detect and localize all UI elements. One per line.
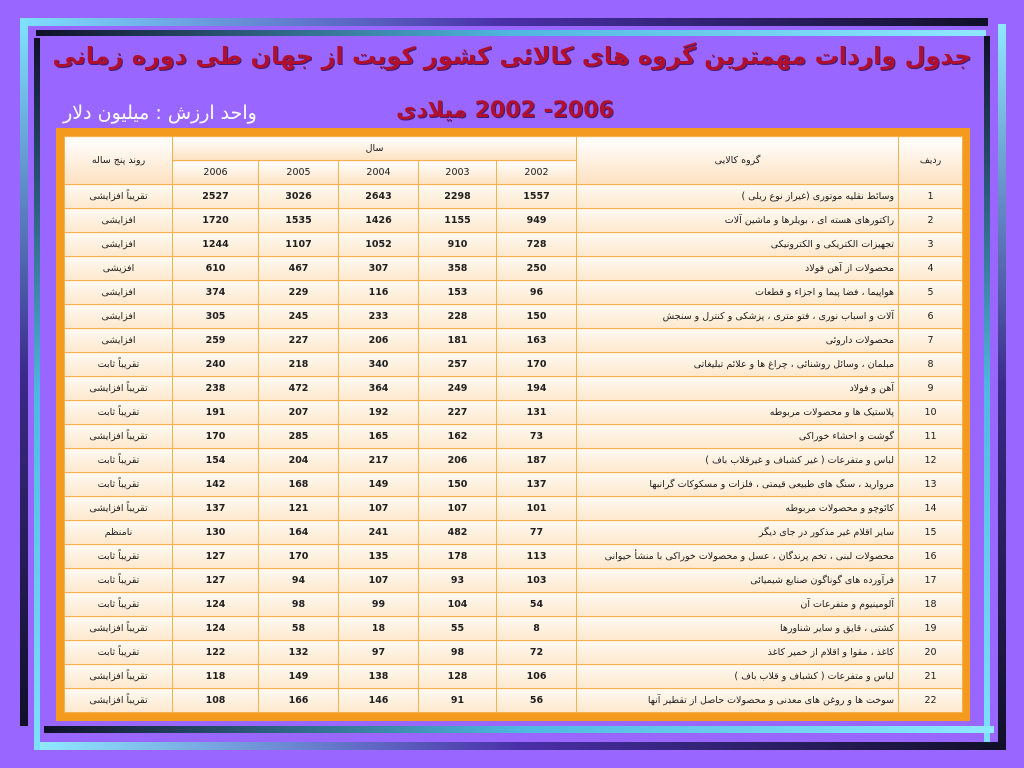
slide-title: جدول واردات مهمترین گروه های کالائی کشور کویت از جهان طی دوره زمانی — [52, 42, 972, 70]
value-2004-cell: 340 — [339, 353, 419, 377]
value-2003-cell: 107 — [419, 497, 497, 521]
value-2004-cell: 97 — [339, 641, 419, 665]
value-2003-cell: 482 — [419, 521, 497, 545]
row-number-cell: 22 — [899, 689, 963, 713]
row-number-cell: 10 — [899, 401, 963, 425]
value-2005-cell: 132 — [259, 641, 339, 665]
table-row — [65, 425, 963, 449]
value-2004-cell: 307 — [339, 257, 419, 281]
item-group-cell: محصولات از آهن فولاد — [577, 257, 899, 281]
value-2002-cell: 72 — [497, 641, 577, 665]
value-unit-label: واحد ارزش : میلیون دلار — [63, 102, 257, 124]
value-2005-cell: 218 — [259, 353, 339, 377]
row-number-cell: 12 — [899, 449, 963, 473]
value-2006-cell: 2527 — [173, 185, 259, 209]
table-row — [65, 569, 963, 593]
frame-bar-bottom-outer — [40, 742, 1000, 750]
item-group-cell: راکتورهای هسته ای ، بویلرها و ماشین آلات — [577, 209, 899, 233]
value-2003-cell: 153 — [419, 281, 497, 305]
value-2005-cell: 245 — [259, 305, 339, 329]
value-2002-cell: 131 — [497, 401, 577, 425]
imports-table-frame — [56, 128, 970, 721]
table-row — [65, 377, 963, 401]
table-row — [65, 449, 963, 473]
value-2004-cell: 206 — [339, 329, 419, 353]
value-2004-cell: 364 — [339, 377, 419, 401]
value-2004-cell: 107 — [339, 569, 419, 593]
row-number-cell: 14 — [899, 497, 963, 521]
row-number-cell: 19 — [899, 617, 963, 641]
trend-cell: تقریباً افزایشی — [65, 185, 173, 209]
value-2006-cell: 122 — [173, 641, 259, 665]
row-number-cell: 5 — [899, 281, 963, 305]
trend-cell: افزایشی — [65, 281, 173, 305]
table-body — [65, 185, 963, 713]
trend-cell: تقریباً افزایشی — [65, 689, 173, 713]
item-group-cell: پلاستیک ها و محصولات مربوطه — [577, 401, 899, 425]
table-row — [65, 233, 963, 257]
value-2005-cell: 168 — [259, 473, 339, 497]
item-group-cell: کاغذ ، مقوا و اقلام از خمیر کاغذ — [577, 641, 899, 665]
value-2006-cell: 137 — [173, 497, 259, 521]
value-2003-cell: 178 — [419, 545, 497, 569]
value-2006-cell: 130 — [173, 521, 259, 545]
table-row — [65, 353, 963, 377]
value-2005-cell: 58 — [259, 617, 339, 641]
frame-bar-left-inner — [34, 38, 40, 750]
value-2002-cell: 949 — [497, 209, 577, 233]
row-number-cell: 4 — [899, 257, 963, 281]
trend-cell: تقریباً افزایشی — [65, 665, 173, 689]
item-group-cell: محصولات داروئی — [577, 329, 899, 353]
item-group-cell: وسائط نقلیه موتوری (غیراز نوع ریلی ) — [577, 185, 899, 209]
item-group-cell: مروارید ، سنگ های طبیعی قیمتی ، فلزات و مسکوکات گرانبها — [577, 473, 899, 497]
row-number-cell: 1 — [899, 185, 963, 209]
value-2004-cell: 18 — [339, 617, 419, 641]
value-2003-cell: 257 — [419, 353, 497, 377]
value-2006-cell: 240 — [173, 353, 259, 377]
header-item-group: گروه کالایی — [577, 137, 899, 185]
frame-bar-top-inner — [36, 30, 986, 36]
value-2002-cell: 54 — [497, 593, 577, 617]
value-2004-cell: 107 — [339, 497, 419, 521]
table-row — [65, 641, 963, 665]
value-2004-cell: 149 — [339, 473, 419, 497]
value-2002-cell: 150 — [497, 305, 577, 329]
value-2005-cell: 285 — [259, 425, 339, 449]
item-group-cell: آهن و فولاد — [577, 377, 899, 401]
value-2003-cell: 98 — [419, 641, 497, 665]
frame-bar-top-outer — [20, 18, 988, 26]
frame-bar-right-inner — [984, 36, 990, 742]
table-row — [65, 305, 963, 329]
header-year-2005: 2005 — [259, 161, 339, 185]
trend-cell: نامنظم — [65, 521, 173, 545]
row-number-cell: 17 — [899, 569, 963, 593]
value-2002-cell: 250 — [497, 257, 577, 281]
row-number-cell: 9 — [899, 377, 963, 401]
header-year-2002: 2002 — [497, 161, 577, 185]
value-2006-cell: 238 — [173, 377, 259, 401]
value-2004-cell: 1426 — [339, 209, 419, 233]
value-2003-cell: 1155 — [419, 209, 497, 233]
table-row — [65, 521, 963, 545]
trend-cell: تقریباً ثابت — [65, 401, 173, 425]
value-2003-cell: 358 — [419, 257, 497, 281]
table-row — [65, 545, 963, 569]
header-year-2003: 2003 — [419, 161, 497, 185]
value-2003-cell: 104 — [419, 593, 497, 617]
value-2005-cell: 1107 — [259, 233, 339, 257]
value-2006-cell: 170 — [173, 425, 259, 449]
value-2003-cell: 128 — [419, 665, 497, 689]
header-row-no: ردیف — [899, 137, 963, 185]
value-2002-cell: 77 — [497, 521, 577, 545]
value-2005-cell: 149 — [259, 665, 339, 689]
table-row — [65, 689, 963, 713]
row-number-cell: 20 — [899, 641, 963, 665]
trend-cell: تقریباً ثابت — [65, 353, 173, 377]
value-2002-cell: 103 — [497, 569, 577, 593]
trend-cell: تقریباً ثابت — [65, 473, 173, 497]
row-number-cell: 16 — [899, 545, 963, 569]
value-2005-cell: 1535 — [259, 209, 339, 233]
value-2005-cell: 227 — [259, 329, 339, 353]
table-row — [65, 185, 963, 209]
item-group-cell: کائوچو و محصولات مربوطه — [577, 497, 899, 521]
item-group-cell: لباس و متفرعات ( کشباف و قلاب باف ) — [577, 665, 899, 689]
trend-cell: افزایشی — [65, 305, 173, 329]
trend-cell: تقریباً افزایشی — [65, 377, 173, 401]
value-2006-cell: 1720 — [173, 209, 259, 233]
table-row — [65, 473, 963, 497]
value-2002-cell: 8 — [497, 617, 577, 641]
trend-cell: تقریباً افزایشی — [65, 497, 173, 521]
value-2004-cell: 217 — [339, 449, 419, 473]
item-group-cell: فرآورده های گوناگون صنایع شیمیائی — [577, 569, 899, 593]
item-group-cell: هواپیما ، فضا پیما و اجزاء و قطعات — [577, 281, 899, 305]
value-2006-cell: 1244 — [173, 233, 259, 257]
table-row — [65, 617, 963, 641]
trend-cell: افزایشی — [65, 329, 173, 353]
row-number-cell: 15 — [899, 521, 963, 545]
value-2006-cell: 142 — [173, 473, 259, 497]
value-2004-cell: 233 — [339, 305, 419, 329]
row-number-cell: 7 — [899, 329, 963, 353]
table-row — [65, 209, 963, 233]
value-2003-cell: 91 — [419, 689, 497, 713]
value-2003-cell: 2298 — [419, 185, 497, 209]
value-2004-cell: 2643 — [339, 185, 419, 209]
value-2005-cell: 467 — [259, 257, 339, 281]
row-number-cell: 11 — [899, 425, 963, 449]
row-number-cell: 3 — [899, 233, 963, 257]
frame-bar-bottom-inner — [44, 726, 994, 733]
value-2005-cell: 3026 — [259, 185, 339, 209]
value-2004-cell: 116 — [339, 281, 419, 305]
value-2004-cell: 241 — [339, 521, 419, 545]
value-2003-cell: 249 — [419, 377, 497, 401]
value-2002-cell: 106 — [497, 665, 577, 689]
value-2005-cell: 164 — [259, 521, 339, 545]
value-2005-cell: 204 — [259, 449, 339, 473]
value-2002-cell: 73 — [497, 425, 577, 449]
item-group-cell: کشتی ، قایق و سایر شناورها — [577, 617, 899, 641]
trend-cell: تقریباً ثابت — [65, 641, 173, 665]
value-2006-cell: 124 — [173, 593, 259, 617]
trend-cell: تقریباً افزایشی — [65, 617, 173, 641]
row-number-cell: 6 — [899, 305, 963, 329]
value-2002-cell: 101 — [497, 497, 577, 521]
value-2004-cell: 165 — [339, 425, 419, 449]
value-2006-cell: 610 — [173, 257, 259, 281]
item-group-cell: آلات و اسباب نوری ، فتو متری ، پزشکی و کنترل و سنجش — [577, 305, 899, 329]
value-2003-cell: 55 — [419, 617, 497, 641]
value-2004-cell: 99 — [339, 593, 419, 617]
value-2006-cell: 154 — [173, 449, 259, 473]
item-group-cell: محصولات لبنی ، تخم پرندگان ، عسل و محصولات خوراکی با منشأ حیوانی — [577, 545, 899, 569]
header-year-group: سال — [173, 137, 577, 161]
value-2003-cell: 93 — [419, 569, 497, 593]
value-2005-cell: 94 — [259, 569, 339, 593]
value-2005-cell: 121 — [259, 497, 339, 521]
trend-cell: تقریباً ثابت — [65, 545, 173, 569]
value-2002-cell: 96 — [497, 281, 577, 305]
value-2005-cell: 166 — [259, 689, 339, 713]
value-2002-cell: 187 — [497, 449, 577, 473]
table-row — [65, 497, 963, 521]
value-2003-cell: 227 — [419, 401, 497, 425]
item-group-cell: سایر اقلام غیر مذکور در جای دیگر — [577, 521, 899, 545]
header-year-2006: 2006 — [173, 161, 259, 185]
value-2004-cell: 146 — [339, 689, 419, 713]
trend-cell: تقریباً افزایشی — [65, 425, 173, 449]
value-2006-cell: 127 — [173, 545, 259, 569]
value-2006-cell: 127 — [173, 569, 259, 593]
value-2003-cell: 181 — [419, 329, 497, 353]
imports-table — [64, 136, 963, 713]
frame-bar-right-outer — [998, 24, 1006, 750]
value-2004-cell: 192 — [339, 401, 419, 425]
value-2006-cell: 305 — [173, 305, 259, 329]
value-2006-cell: 108 — [173, 689, 259, 713]
trend-cell: تقریباً ثابت — [65, 593, 173, 617]
value-2006-cell: 259 — [173, 329, 259, 353]
value-2002-cell: 170 — [497, 353, 577, 377]
item-group-cell: آلومینیوم و متفرعات آن — [577, 593, 899, 617]
value-2006-cell: 374 — [173, 281, 259, 305]
item-group-cell: گوشت و احشاء خوراکی — [577, 425, 899, 449]
frame-bar-left-outer — [20, 26, 28, 726]
value-2003-cell: 228 — [419, 305, 497, 329]
value-2005-cell: 98 — [259, 593, 339, 617]
value-2002-cell: 137 — [497, 473, 577, 497]
row-number-cell: 21 — [899, 665, 963, 689]
item-group-cell: لباس و متفرعات ( غیر کشباف و غیرقلاب باف ) — [577, 449, 899, 473]
row-number-cell: 8 — [899, 353, 963, 377]
value-2005-cell: 207 — [259, 401, 339, 425]
value-2003-cell: 162 — [419, 425, 497, 449]
row-number-cell: 2 — [899, 209, 963, 233]
value-2005-cell: 472 — [259, 377, 339, 401]
row-number-cell: 13 — [899, 473, 963, 497]
header-year-2004: 2004 — [339, 161, 419, 185]
value-2002-cell: 194 — [497, 377, 577, 401]
item-group-cell: تجهیزات الکتریکی و الکترونیکی — [577, 233, 899, 257]
item-group-cell: مبلمان ، وسائل روشنائی ، چراغ ها و علائم تبلیغاتی — [577, 353, 899, 377]
value-2003-cell: 206 — [419, 449, 497, 473]
value-2002-cell: 1557 — [497, 185, 577, 209]
value-2002-cell: 163 — [497, 329, 577, 353]
value-2003-cell: 910 — [419, 233, 497, 257]
value-2002-cell: 728 — [497, 233, 577, 257]
table-row — [65, 329, 963, 353]
value-2006-cell: 118 — [173, 665, 259, 689]
row-number-cell: 18 — [899, 593, 963, 617]
value-2004-cell: 135 — [339, 545, 419, 569]
table-row — [65, 257, 963, 281]
trend-cell: افزیشی — [65, 257, 173, 281]
trend-cell: افزایشی — [65, 233, 173, 257]
trend-cell: افزایشی — [65, 209, 173, 233]
value-2002-cell: 113 — [497, 545, 577, 569]
table-row — [65, 593, 963, 617]
value-2002-cell: 56 — [497, 689, 577, 713]
trend-cell: تقریباً ثابت — [65, 449, 173, 473]
table-row — [65, 281, 963, 305]
header-trend: روند پنج ساله — [65, 137, 173, 185]
value-2004-cell: 138 — [339, 665, 419, 689]
value-2006-cell: 124 — [173, 617, 259, 641]
value-2005-cell: 170 — [259, 545, 339, 569]
table-row — [65, 665, 963, 689]
years-range-subtitle: 2006- 2002 میلادی — [396, 98, 614, 123]
value-2006-cell: 191 — [173, 401, 259, 425]
item-group-cell: سوخت ها و روغن های معدنی و محصولات حاصل از تقطیر آنها — [577, 689, 899, 713]
table-row — [65, 401, 963, 425]
trend-cell: تقریباً ثابت — [65, 569, 173, 593]
value-2005-cell: 229 — [259, 281, 339, 305]
value-2003-cell: 150 — [419, 473, 497, 497]
value-2004-cell: 1052 — [339, 233, 419, 257]
